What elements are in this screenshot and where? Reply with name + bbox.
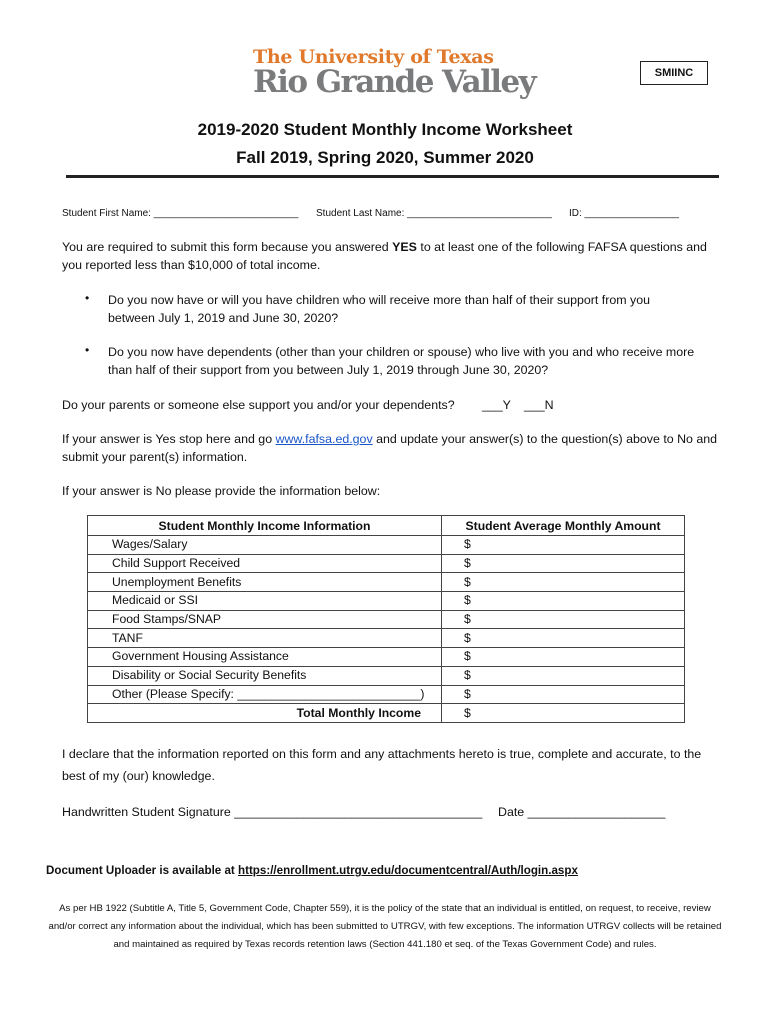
- yes-instructions: [62, 430, 722, 466]
- income-amount-field[interactable]: $: [442, 666, 685, 685]
- uploader-link[interactable]: https://enrollment.utrgv.edu/documentcentral/Auth/login.aspx: [238, 864, 578, 877]
- income-amount-field[interactable]: $: [442, 536, 685, 555]
- total-label: Total Monthly Income: [88, 704, 442, 723]
- yes-instructions-text-1: If your answer is Yes stop here and go: [62, 432, 276, 446]
- last-name-field[interactable]: Student Last Name: __________________________: [316, 208, 552, 219]
- bullet-item-1: Do you now have or will you have children who will receive more than half of their support from you between July 1, 2019 and June 30, 2020?: [108, 293, 651, 325]
- table-header-row: [88, 516, 685, 536]
- income-source-label: Wages/Salary: [88, 536, 442, 555]
- signature-field[interactable]: Handwritten Student Signature ____________________________________: [62, 805, 483, 819]
- income-source-label: Child Support Received: [88, 554, 442, 573]
- fafsa-link[interactable]: www.fafsa.ed.gov: [275, 432, 373, 446]
- income-amount-field[interactable]: $: [442, 554, 685, 573]
- first-name-field[interactable]: Student First Name: __________________________: [62, 208, 299, 219]
- income-source-label: Medicaid or SSI: [88, 592, 442, 611]
- no-instructions: If your answer is No please provide the information below:: [62, 484, 381, 498]
- privacy-notice: As per HB 1922 (Subtitle A, Title 5, Government Code, Chapter 559), it is the policy of the state that an individual is entitled, on request, to receive, review and/or correct any information about the individual, which has been submitted to UTRGV, with few exceptions. The information UTRGV collects will be retained and maintained as required by Texas records retention laws (Section 441.180 et seq. of the Texas Government Code) and rules.: [48, 903, 722, 950]
- university-logo-line2: Rio Grande Valley: [253, 64, 536, 100]
- income-source-label: Food Stamps/SNAP: [88, 610, 442, 629]
- form-subtitle: Fall 2019, Spring 2020, Summer 2020: [236, 148, 534, 167]
- table-row: [88, 685, 685, 704]
- id-field[interactable]: ID: _________________: [569, 208, 680, 219]
- income-amount-field[interactable]: $: [442, 648, 685, 667]
- yes-instructions-text-2: and update your answer(s) to the question(s) above to No and submit your parent(s) information.: [62, 432, 718, 464]
- bullet-icon: •: [85, 291, 90, 305]
- table-row: [88, 536, 685, 555]
- intro-text-2: to at least one of the following FAFSA questions and you reported less than $10,000 of total income.: [62, 240, 707, 272]
- declaration: I declare that the information reported on this form and any attachments hereto is true, complete and accurate, to the best of my (our) knowledge.: [62, 747, 702, 783]
- form-title: 2019-2020 Student Monthly Income Worksheet: [197, 120, 573, 139]
- income-table: [87, 515, 685, 723]
- table-row: [88, 573, 685, 592]
- bullet-item-2: Do you now have dependents (other than your children or spouse) who live with you and who receive more than half of their support from you between July 1, 2019 through June 30, 2020?: [108, 345, 695, 377]
- income-source-label: Government Housing Assistance: [88, 648, 442, 667]
- income-amount-field[interactable]: $: [442, 685, 685, 704]
- income-source-label: Other (Please Specify: ___________________________): [88, 685, 442, 704]
- title-divider: [66, 175, 719, 178]
- income-source-label: Unemployment Benefits: [88, 573, 442, 592]
- table-row: [88, 648, 685, 667]
- yes-option[interactable]: ___Y: [482, 398, 511, 412]
- intro-paragraph: [62, 238, 722, 274]
- table-row: [88, 610, 685, 629]
- income-amount-field[interactable]: $: [442, 629, 685, 648]
- table-row: [88, 666, 685, 685]
- form-code-badge: SMIINC: [640, 61, 708, 85]
- table-row: [88, 629, 685, 648]
- income-source-label: Disability or Social Security Benefits: [88, 666, 442, 685]
- support-question: Do your parents or someone else support you and/or your dependents?: [62, 398, 455, 412]
- table-row: [88, 554, 685, 573]
- uploader-line: [46, 864, 578, 877]
- uploader-label: Document Uploader is available at: [46, 864, 238, 877]
- intro-text-1: You are required to submit this form because you answered: [62, 240, 393, 254]
- income-amount-field[interactable]: $: [442, 610, 685, 629]
- bullet-icon: •: [85, 343, 90, 357]
- date-field[interactable]: Date ____________________: [498, 805, 666, 819]
- no-option[interactable]: ___N: [524, 398, 554, 412]
- total-row: [88, 704, 685, 723]
- intro-yes: YES: [392, 240, 417, 254]
- total-amount[interactable]: $: [442, 704, 685, 723]
- income-header: Student Monthly Income Information: [88, 516, 442, 536]
- income-amount-field[interactable]: $: [442, 592, 685, 611]
- amount-header: Student Average Monthly Amount: [442, 516, 685, 536]
- income-source-label: TANF: [88, 629, 442, 648]
- university-logo-line1: The University of Texas: [253, 46, 494, 68]
- table-row: [88, 592, 685, 611]
- income-amount-field[interactable]: $: [442, 573, 685, 592]
